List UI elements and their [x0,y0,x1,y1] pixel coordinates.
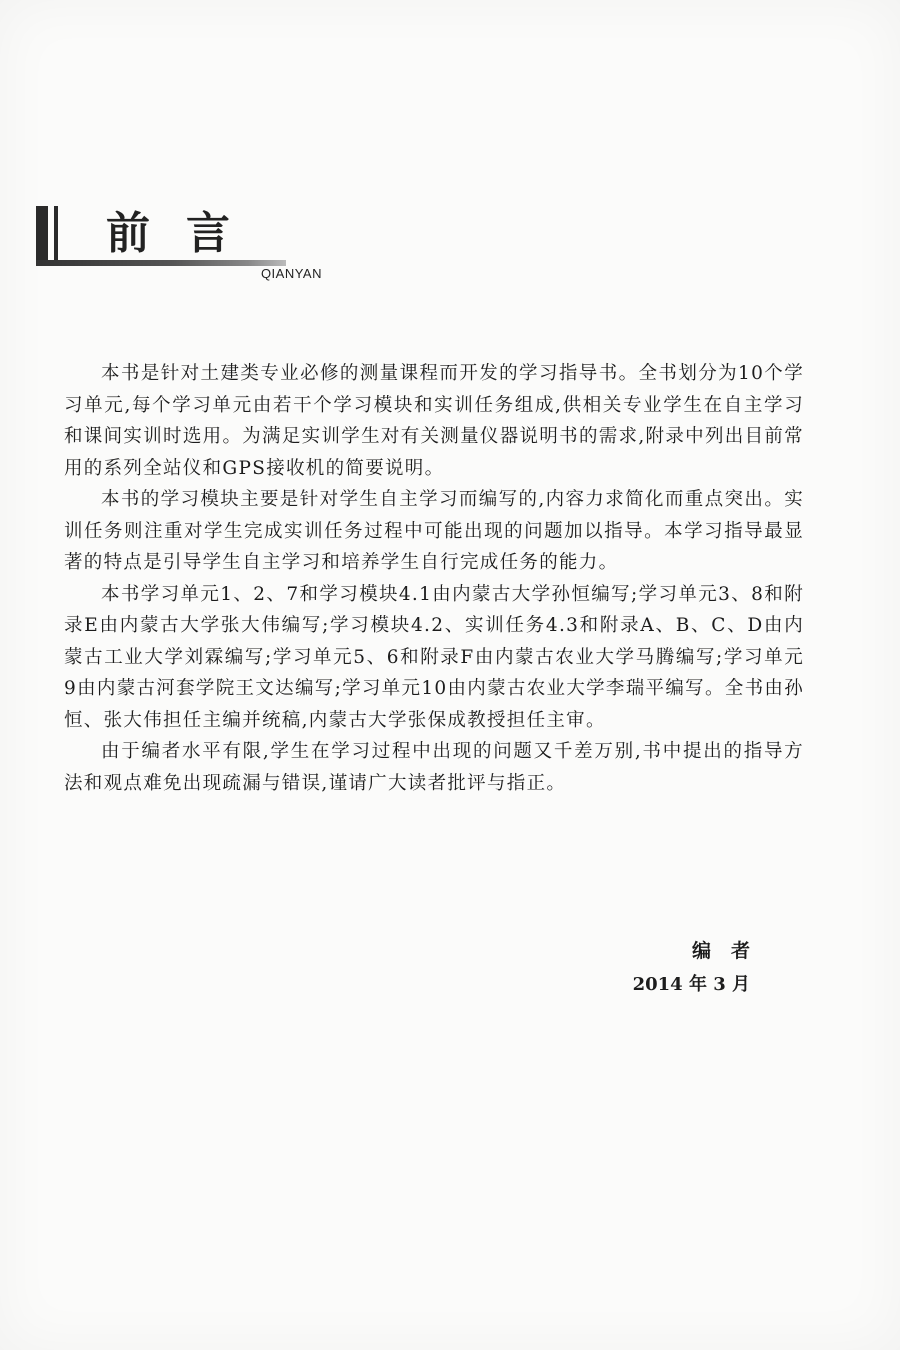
paragraph-4: 由于编者水平有限,学生在学习过程中出现的问题又千差万别,书中提出的指导方法和观点难免出现疏漏与错误,谨请广大读者批评与指正。 [64,741,804,794]
paragraph-3: 本书学习单元1、2、7和学习模块4.1由内蒙古大学孙恒编写;学习单元3、8和附录E由内蒙古大学张大伟编写;学习模块4.2、实训任务4.3和附录A、B、C、D由内蒙古工业大学刘霖编写;学习单元5、6和附录F由内蒙古农业大学马腾编写;学习单元9由内蒙古河套学院王文达编写;学习单元10由内蒙古农业大学李瑞平编写。全书由孙恒、张大伟担任主编并统稿,内蒙古大学张保成教授担任主审。 [64,583,804,731]
heading-bar-thin-decoration [54,206,58,264]
signature-date: 2014 年 3 月 [632,974,750,995]
signature-block [632,935,770,1001]
paragraph-2: 本书的学习模块主要是针对学生自主学习而编写的,内容力求简化而重点突出。实训任务则注重对学生完成实训任务过程中可能出现的问题加以指导。本学习指导最显著的特点是引导学生自主学习和培养学生自行完成任务的能力。 [64,489,804,573]
heading-bar-decoration [36,206,48,264]
signature-author: 编者 [691,940,770,962]
preface-body [64,358,804,799]
paragraph-1: 本书是针对土建类专业必修的测量课程而开发的学习指导书。全书划分为10个学习单元,每个学习单元由若干个学习模块和实训任务组成,供相关专业学生在自主学习和课间实训时选用。为满足实训学生对有关测量仪器说明书的需求,附录中列出目前常用的系列全站仪和GPS接收机的简要说明。 [64,363,804,479]
heading-underline [36,260,286,266]
preface-heading [36,206,322,286]
page-subtitle: QIANYAN [260,266,322,281]
page-title: 前言 [106,208,266,259]
